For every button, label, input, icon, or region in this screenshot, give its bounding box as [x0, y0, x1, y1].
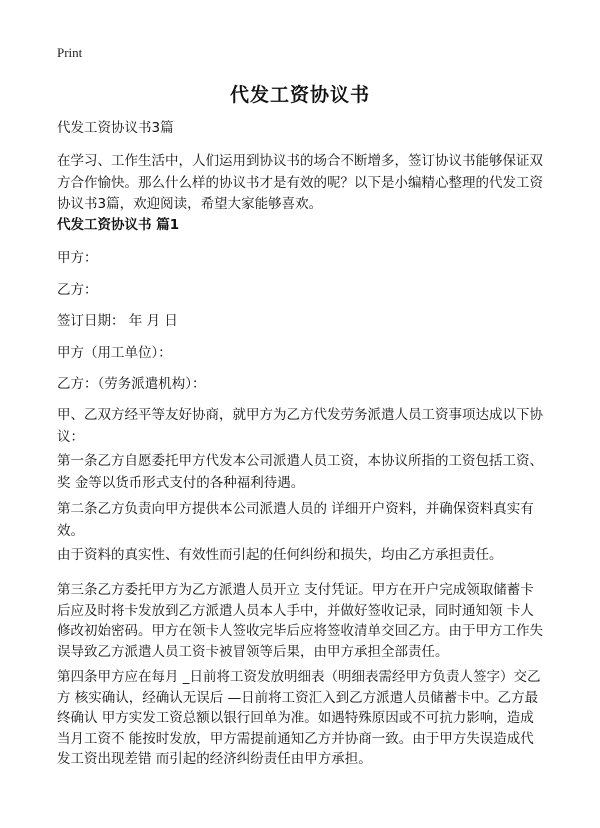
sign-date-line: 签订日期： 年 月 日	[57, 313, 178, 329]
print-link[interactable]: Print	[57, 45, 83, 60]
party-a-employer-line: 甲方（用工单位）：	[57, 345, 172, 361]
article-1-paragraph: 第一条乙方自愿委托甲方代发本公司派遣人员工资，本协议所指的工资包括工资、奖 金等以货币形式支付的各种福利待遇。	[57, 453, 543, 491]
agreement-intro-paragraph: 甲、乙双方经平等友好协商，就甲方为乙方代发劳务派遣人员工资事项达成以下协议：	[57, 407, 543, 445]
party-b-line: 乙方：	[57, 282, 98, 298]
document-title: 代发工资协议书	[229, 84, 370, 106]
document-subtitle: 代发工资协议书3篇	[57, 120, 174, 136]
article-4-paragraph: 第四条甲方应在每月 _日前将工资发放明细表（明细表需经甲方负责人签字）交乙方 核实确认，经确认无误后 —日前将工资汇入到乙方派遣人员储蓄卡中。乙方最终确认 甲方实发工资总额以银行回单为准。如遇特殊原因或不可抗力影响，造成当月工资不 能按时发放，甲方需提前通知乙方并协商一致。由于甲方失误造成代发工资出现差错 而引起的经济纠纷责任由甲方承担。	[57, 669, 541, 767]
party-b-agency-line: 乙方：（劳务派遣机构）：	[57, 376, 206, 392]
article-2-liability-paragraph: 由于资料的真实性、有效性而引起的任何纠纷和损失，均由乙方承担责任。	[57, 547, 503, 563]
article-3-paragraph: 第三条乙方委托甲方为乙方派遣人员开立 支付凭证。甲方在开户完成领取储蓄卡后应及时将卡发放到乙方派遣人员本人手中，并做好签收记录，同时通知领 卡人修改初始密码。甲方在领卡人签收完毕后应将签收清单交回乙方。由于甲方工作失误导致乙方派遣人员工资卡被冒领等后果，由甲方承担全部责任。	[57, 582, 543, 660]
party-a-line: 甲方：	[57, 250, 98, 266]
section-heading: 代发工资协议书 篇1	[57, 217, 180, 233]
intro-paragraph: 在学习、工作生活中，人们运用到协议书的场合不断增多，签订协议书能够保证双方合作愉快。那么什么样的协议书才是有效的呢？以下是小编精心整理的代发工资协议书3篇，欢迎阅读，希望大家能够喜欢。	[57, 153, 543, 212]
article-2-paragraph: 第二条乙方负责向甲方提供本公司派遣人员的 详细开户资料，并确保资料真实有效。	[57, 501, 534, 539]
